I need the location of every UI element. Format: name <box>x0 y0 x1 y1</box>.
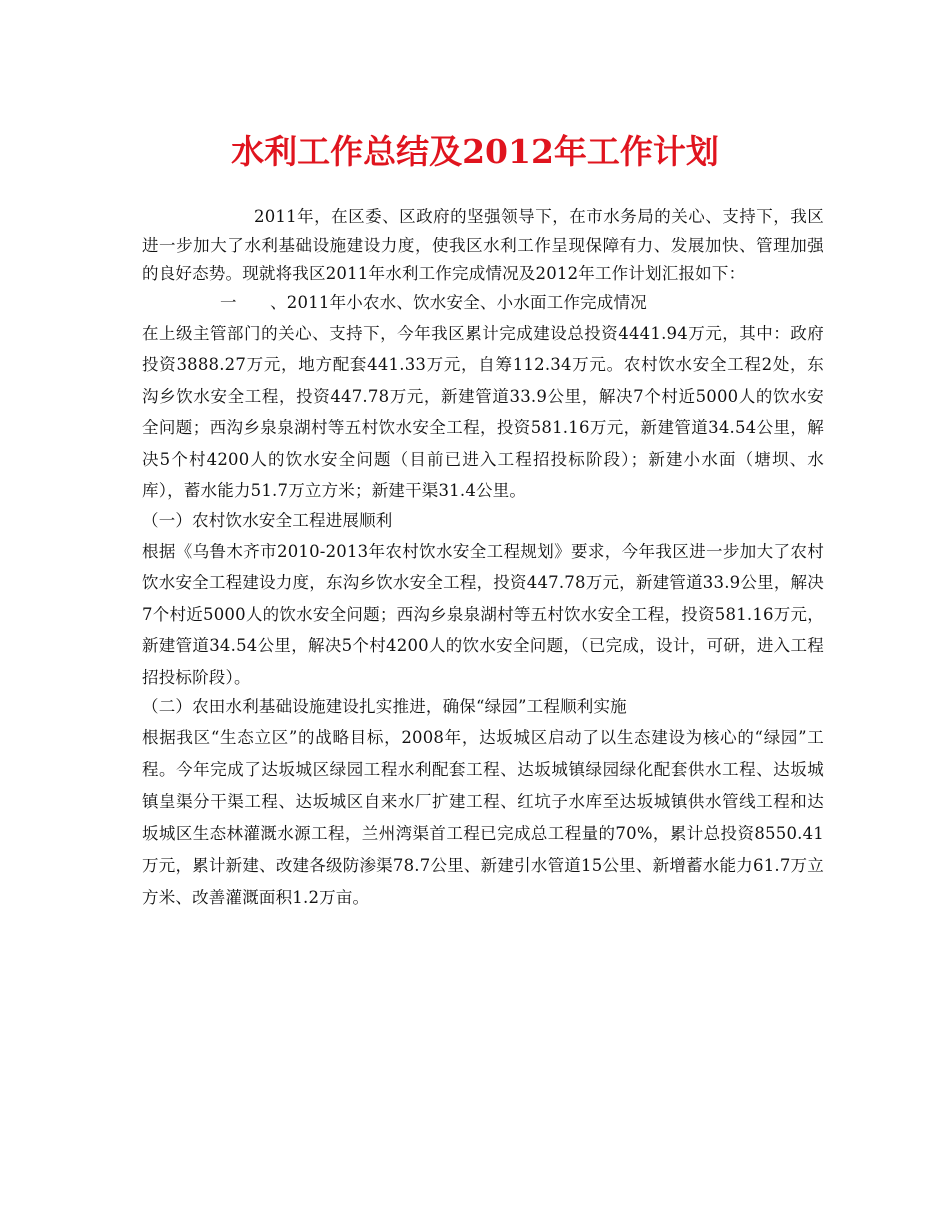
subsection-2-body: 根据我区“生态立区”的战略目标，2008年，达坂城区启动了以生态建设为核心的“绿园”工程。今年完成了达坂城区绿园工程水利配套工程、达坂城镇绿园绿化配套供水工程、达坂城镇皇渠分干渠工程、达坂城区自来水厂扩建工程、红坑子水库至达坂城镇供水管线工程和达坂城区生态林灌溉水源工程，兰州湾渠首工程已完成总工程量的70%，累计总投资8550.41万元，累计新建、改建各级防渗渠78.7公里、新建引水管道15公里、新增蓄水能力61.7万立方米、改善灌溉面积1.2万亩。 <box>142 727 824 907</box>
subsection-1-heading: （一）农村饮水安全工程进展顺利 <box>142 510 393 530</box>
subsection-1-body: 根据《乌鲁木齐市2010-2013年农村饮水安全工程规划》要求，今年我区进一步加大了农村饮水安全工程建设力度，东沟乡饮水安全工程，投资447.78万元，新建管道33.9公里，解决7个村近5000人的饮水安全问题；西沟乡泉泉湖村等五村饮水安全工程，投资581.16万元，新建管道34.54公里，解决5个村4200人的饮水安全问题，（已完成，设计，可研，进入工程招投标阶段）。 <box>142 541 824 687</box>
document-title: 水利工作总结及2012年工作计划 <box>231 132 719 171</box>
subsection-2-heading: （二）农田水利基础设施建设扎实推进，确保“绿园”工程顺利实施 <box>142 697 627 717</box>
intro-paragraph: 2011年，在区委、区政府的坚强领导下，在市水务局的关心、支持下，我区进一步加大了水利基础设施建设力度，使我区水利工作呈现保障有力、发展加快、管理加强的良好态势。现就将我区2011年水利工作完成情况及2012年工作计划汇报如下： <box>142 207 824 284</box>
document-body <box>142 203 824 914</box>
section-1-body: 在上级主管部门的关心、支持下，今年我区累计完成建设总投资4441.94万元，其中：政府投资3888.27万元，地方配套441.33万元，自筹112.34万元。农村饮水安全工程2处，东沟乡饮水安全工程，投资447.78万元，新建管道33.9公里，解决7个村近5000人的饮水安全问题；西沟乡泉泉湖村等五村饮水安全工程，投资581.16万元，新建管道34.54公里，解决5个村4200人的饮水安全问题（目前已进入工程招投标阶段）；新建小水面（塘坝、水库），蓄水能力51.7万立方米；新建干渠31.4公里。 <box>142 323 824 501</box>
section-1-heading: 一 、2011年小农水、饮水安全、小水面工作完成情况 <box>220 293 647 313</box>
